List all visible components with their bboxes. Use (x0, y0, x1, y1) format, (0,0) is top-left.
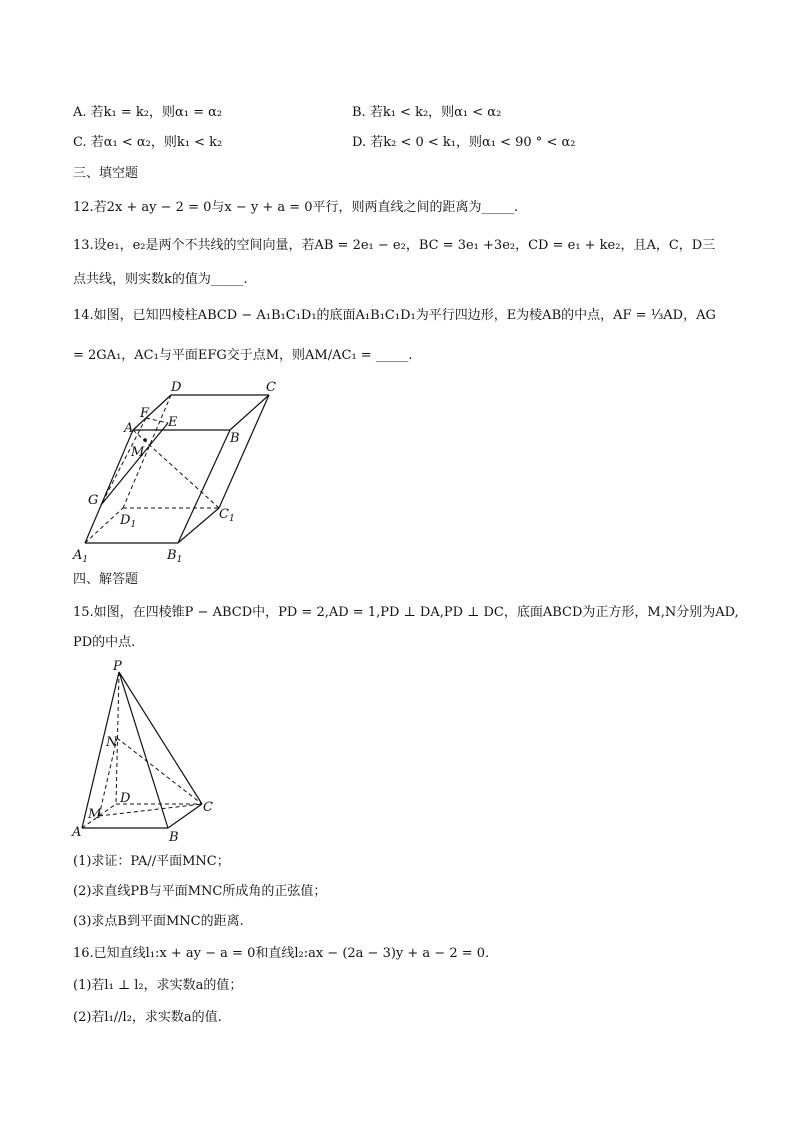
edge-bc (168, 804, 202, 828)
edge-a1d1 (85, 508, 123, 543)
label-b1: $B_1$ (167, 548, 183, 565)
label-c: C (266, 380, 276, 395)
label-n: N (106, 735, 118, 750)
question-14-line2: = 2GA₁，AC₁与平面EFG交于点M，则AM/AC₁ = _____. (73, 348, 413, 363)
question-15-part1: (1)求证：PA//平面MNC； (73, 854, 230, 869)
question-12: 12.若2x + ay − 2 = 0与x − y + a = 0平行，则两直线之间的距离为_____. (73, 200, 519, 215)
point-m (143, 438, 147, 442)
label-a: A (124, 421, 134, 436)
label-b: B (169, 830, 179, 845)
section-fill-in-heading: 三、填空题 (73, 166, 139, 181)
segment-ge (101, 423, 168, 505)
question-15-line1: 15.如图，在四棱锥P − ABCD中，PD = 2,AD = 1,PD ⊥ DA,PD ⊥ DC，底面ABCD为正方形，M,N分别为AD, (73, 605, 739, 620)
edge-ad (133, 395, 171, 430)
edge-cc1 (219, 395, 269, 508)
question-15-part3: (3)求点B到平面MNC的距离. (73, 914, 244, 929)
segment-fe (146, 418, 168, 423)
question-15-part2: (2)求直线PB与平面MNC所成角的正弦值； (73, 884, 327, 899)
question-16-part1: (1)若l₁ ⊥ l₂，求实数a的值； (73, 978, 243, 993)
label-g: G (88, 493, 99, 508)
label-d: D (171, 380, 182, 395)
question-13-line2: 点共线，则实数k的值为_____. (73, 272, 248, 287)
q11-option-d: D. 若k₂ < 0 < k₁，则α₁ < 90 ° < α₂ (352, 135, 576, 150)
question-14-line1: 14.如图，已知四棱柱ABCD − A₁B₁C₁D₁的底面A₁B₁C₁D₁为平行四边形，E为棱AB的中点，AF = ⅓AD，AG (73, 308, 716, 323)
label-b: B (230, 431, 240, 446)
question-16-part2: (2)若l₁//l₂，求实数a的值. (73, 1010, 222, 1025)
label-c1: $C_1$ (219, 507, 235, 524)
edge-pa (82, 672, 119, 828)
question-13-line1: 13.设e₁，e₂是两个不共线的空间向量，若AB = 2e₁ − e₂，BC = 3e₁ +3e₂，CD = e₁ + ke₂，且A，C，D三 (73, 238, 716, 253)
label-m: M (88, 807, 102, 822)
question-15-line2: PD的中点. (73, 635, 136, 650)
q11-option-b: B. 若k₁ < k₂，则α₁ < α₂ (352, 105, 502, 120)
edge-pc (119, 672, 202, 804)
label-m: M (131, 445, 145, 460)
label-a: A (72, 825, 82, 840)
diagonal-ac1 (133, 430, 219, 508)
label-a1: $A_1$ (73, 548, 89, 565)
label-d: D (120, 791, 131, 806)
label-c: C (203, 800, 213, 815)
label-e: E (168, 415, 178, 430)
edge-bb1 (178, 430, 230, 543)
label-p: P (113, 659, 122, 674)
pyramid-figure (70, 656, 230, 845)
question-16-line1: 16.已知直线l₁:x + ay − a = 0和直线l₂:ax − (2a − 3)y + a − 2 = 0. (73, 946, 490, 961)
prism-figure (73, 378, 276, 565)
label-d1: $D_1$ (120, 513, 137, 530)
label-f: F (140, 406, 150, 421)
edge-b1c1 (178, 508, 219, 543)
section-solutions-heading: 四、解答题 (73, 572, 139, 587)
q11-option-a: A. 若k₁ = k₂，则α₁ = α₂ (73, 105, 223, 120)
edge-bc (230, 395, 269, 430)
q11-option-c: C. 若α₁ < α₂，则k₁ < k₂ (73, 135, 223, 150)
